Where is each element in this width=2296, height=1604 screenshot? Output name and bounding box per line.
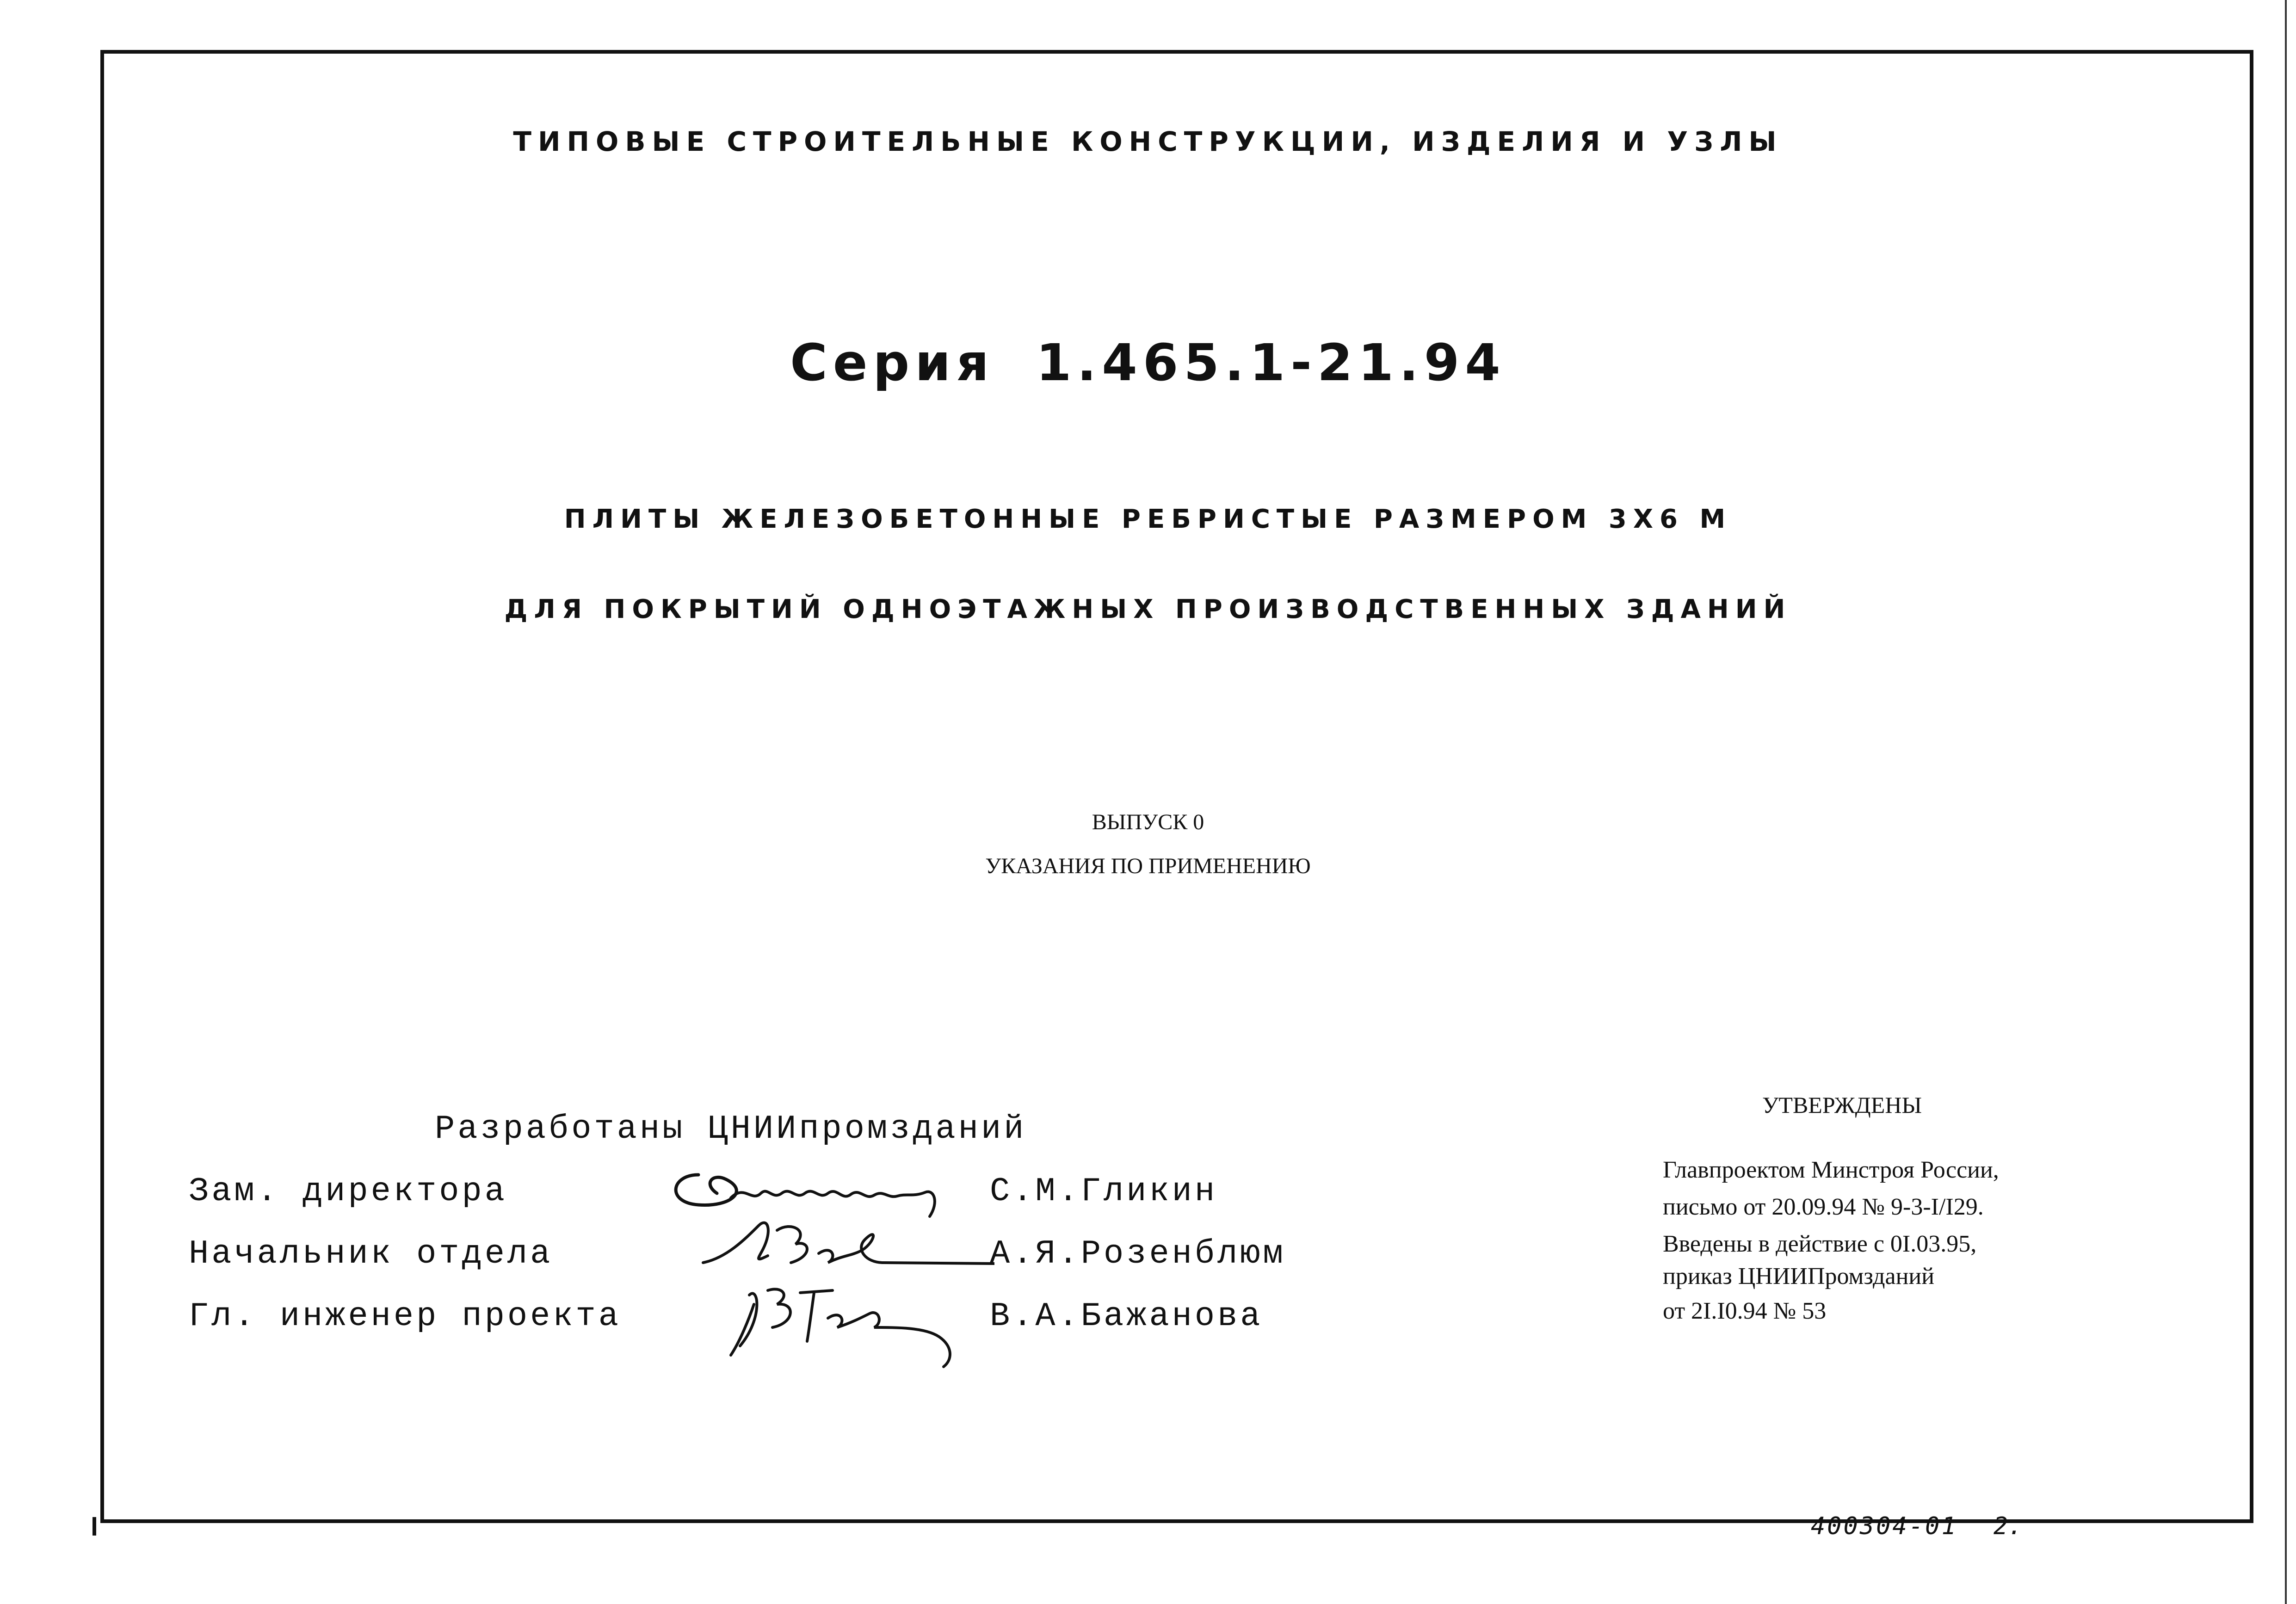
developers-heading: Разработаны ЦНИИпромзданий — [435, 1110, 1027, 1148]
staff-name: С.М.Гликин — [990, 1172, 1218, 1210]
series-word: Серия — [790, 333, 994, 392]
approval-line: от 2I.I0.94 № 53 — [1663, 1298, 1827, 1324]
staff-position: Зам. директора — [189, 1172, 507, 1210]
subtitle-line-2: ДЛЯ ПОКРЫТИЙ ОДНОЭТАЖНЫХ ПРОИЗВОДСТВЕННЫХ ЗДАНИЙ — [504, 594, 1792, 624]
staff-position: Начальник отдела — [189, 1235, 553, 1273]
signature-deputy-director — [661, 1147, 957, 1221]
page-number: 2. — [1994, 1512, 2023, 1540]
issue-number: ВЫПУСК 0 — [1092, 810, 1204, 834]
header-title: ТИПОВЫЕ СТРОИТЕЛЬНЫЕ КОНСТРУКЦИИ, ИЗДЕЛИЯ И УЗЛЫ — [513, 126, 1783, 157]
staff-position: Гл. инженер проекта — [189, 1297, 621, 1335]
approval-line: Введены в действие с 0I.03.95, — [1663, 1231, 1977, 1257]
scan-edge-line — [2285, 0, 2287, 1604]
series-number: 1.465.1-21.94 — [1036, 333, 1506, 392]
signature-department-head — [698, 1212, 994, 1272]
staff-name: В.А.Бажанова — [990, 1297, 1263, 1335]
series-title — [0, 333, 2296, 392]
staff-name: А.Я.Розенблюм — [990, 1235, 1286, 1273]
approval-line: Главпроектом Минстроя России, — [1663, 1157, 1999, 1183]
approval-line: письмо от 20.09.94 № 9-3-I/I29. — [1663, 1194, 1984, 1220]
subtitle-line-1: ПЛИТЫ ЖЕЛЕЗОБЕТОННЫЕ РЕБРИСТЫЕ РАЗМЕРОМ 3Х6 М — [564, 504, 1732, 534]
document-number: 400304-01 — [1811, 1512, 1958, 1540]
approval-heading: УТВЕРЖДЕНЫ — [1762, 1092, 1922, 1118]
frame-edge-mark — [93, 1517, 96, 1536]
issue-title: УКАЗАНИЯ ПО ПРИМЕНЕНИЮ — [985, 854, 1311, 878]
approval-line: приказ ЦНИИПромзданий — [1663, 1263, 1935, 1289]
signature-chief-engineer — [722, 1277, 962, 1369]
